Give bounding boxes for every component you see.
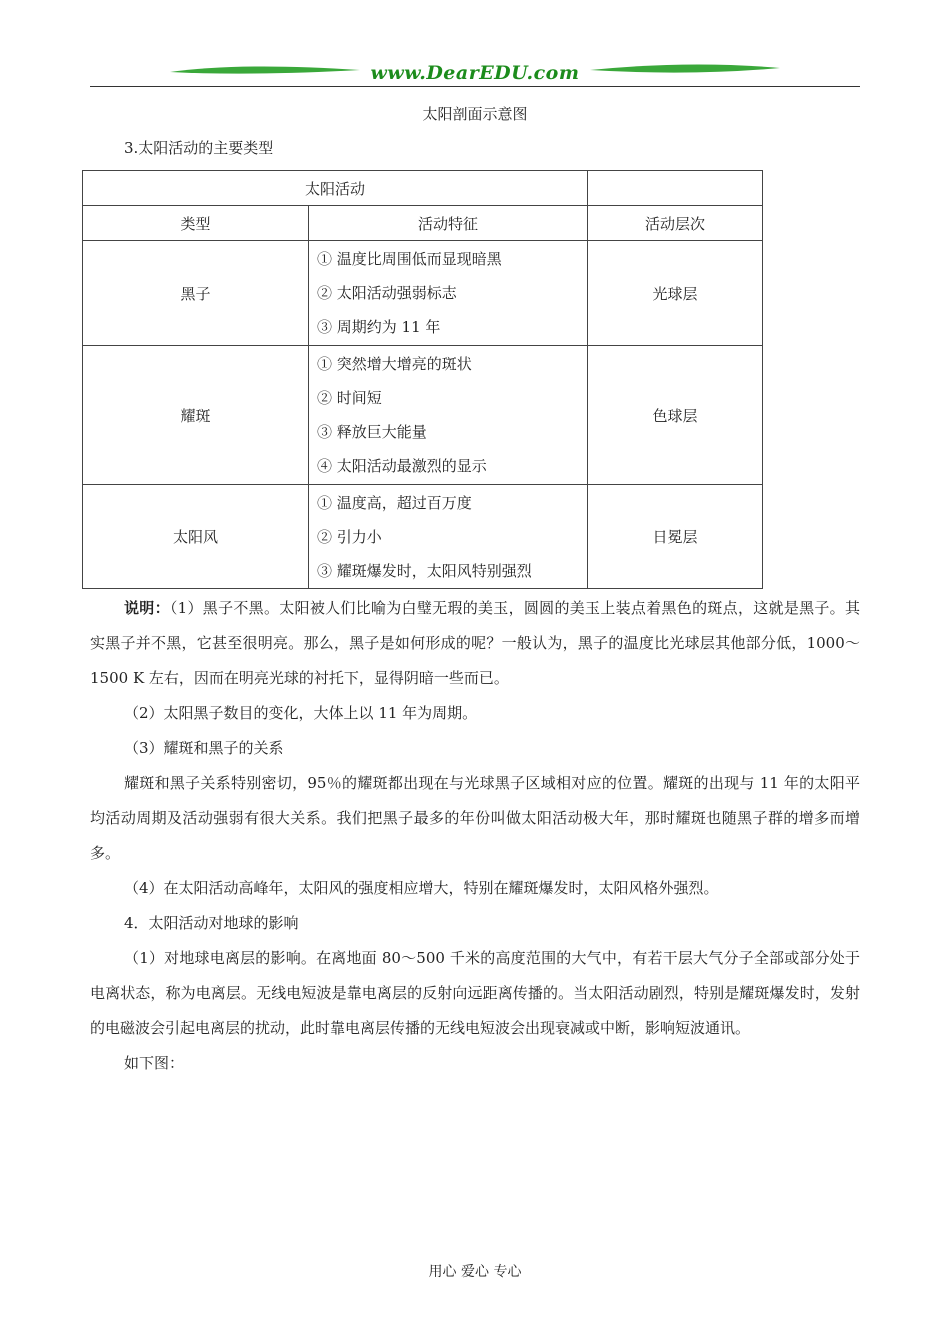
note-4: （4）在太阳活动高峰年，太阳风的强度相应增大，特别在耀斑爆发时，太阳风格外强烈。 xyxy=(124,879,719,897)
row-type: 太阳风 xyxy=(83,485,309,589)
feature-item: ① 温度比周围低而显现暗黑 xyxy=(317,250,502,268)
row-features xyxy=(309,485,588,589)
feature-item: ② 引力小 xyxy=(317,527,382,546)
feature-item: ① 温度高，超过百万度 xyxy=(317,493,472,512)
table-row xyxy=(83,241,763,346)
table-row xyxy=(83,485,763,589)
section-3-title: 3.太阳活动的主要类型 xyxy=(124,139,274,157)
section-4-paragraph: （1）对地球电离层的影响。在离地面 80～500 千米的高度范围的大气中，有若干层大气分子全部或部分处于电离状态，称为电离层。无线电短波是靠电离层的反射向远距离传播的。当太阳活动剧烈，特别是耀斑爆发时，发射的电磁波会引起电离层的扰动，此时靠电离层传播的无线电短波会出现衰减或中断，影响短波通讯。 xyxy=(90,949,860,1037)
feature-item: ③ 释放巨大能量 xyxy=(317,423,427,441)
table-title-cell: 太阳活动 xyxy=(83,171,588,206)
site-logo-text: www.DearEDU.com xyxy=(370,62,580,84)
feature-item: ② 太阳活动强弱标志 xyxy=(317,284,457,302)
header-layer: 活动层次 xyxy=(588,206,763,241)
figure-caption: 太阳剖面示意图 xyxy=(422,105,528,123)
header-divider xyxy=(90,86,860,87)
page-footer: 用心 爱心 专心 xyxy=(428,1264,522,1280)
row-type: 耀斑 xyxy=(83,346,309,485)
row-layer: 日冕层 xyxy=(588,485,763,589)
notes-label: 说明： xyxy=(124,599,170,617)
row-layer: 色球层 xyxy=(588,346,763,485)
note-3-title: （3）耀斑和黑子的关系 xyxy=(124,739,284,757)
row-features xyxy=(309,346,588,485)
table-title-row xyxy=(83,171,763,206)
feature-item: ③ 周期约为 11 年 xyxy=(317,318,441,336)
row-layer: 光球层 xyxy=(588,241,763,346)
table-empty-cell xyxy=(588,171,763,206)
table-header-row xyxy=(83,206,763,241)
feature-item: ② 时间短 xyxy=(317,389,382,407)
notes-block xyxy=(90,591,860,1081)
note-1 xyxy=(90,591,860,696)
note-1-text: （1）黑子不黑。太阳被人们比喻为白璧无瑕的美玉，圆圆的美玉上装点着黑色的斑点，这就是黑子。其实黑子并不黑，它甚至很明亮。那么，黑子是如何形成的呢？一般认为，黑子的温度比光球层其他部分低，1000～1500 K 左右，因而在明亮光球的衬托下，显得阴暗一些而已。 xyxy=(90,599,860,687)
note-3-body: 耀斑和黑子关系特别密切，95％的耀斑都出现在与光球黑子区域相对应的位置。耀斑的出现与 11 年的太阳平均活动周期及活动强弱有很大关系。我们把黑子最多的年份叫做太阳活动极大年，那时耀斑也随黑子群的增多而增多。 xyxy=(90,774,860,862)
solar-activity-table xyxy=(82,170,763,589)
header-type: 类型 xyxy=(83,206,309,241)
section-4-title: 4．太阳活动对地球的影响 xyxy=(124,914,299,932)
feature-item: ③ 耀斑爆发时，太阳风特别强烈 xyxy=(317,561,532,580)
section-4-figure-ref: 如下图： xyxy=(124,1054,185,1072)
header-features: 活动特征 xyxy=(309,206,588,241)
feature-item: ① 突然增大增亮的斑状 xyxy=(317,355,472,373)
note-2: （2）太阳黑子数目的变化，大体上以 11 年为周期。 xyxy=(124,704,478,722)
table-row xyxy=(83,346,763,485)
row-type: 黑子 xyxy=(83,241,309,346)
row-features xyxy=(309,241,588,346)
feature-item: ④ 太阳活动最激烈的显示 xyxy=(317,457,487,475)
